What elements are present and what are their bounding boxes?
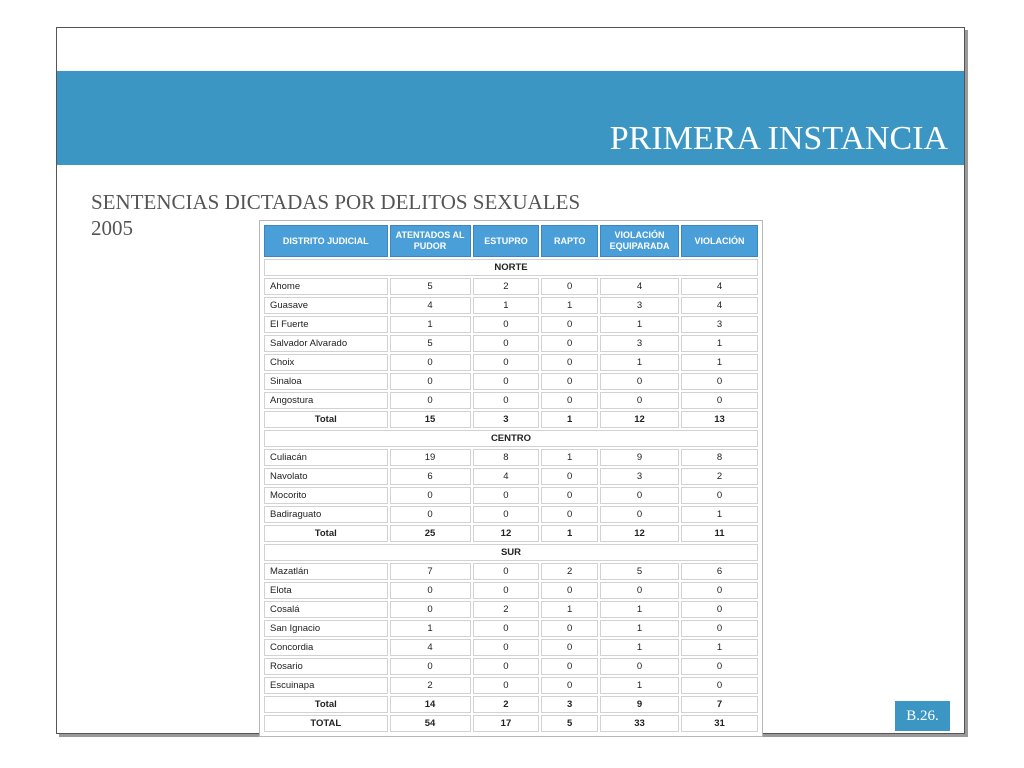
region-header-row — [264, 544, 758, 561]
region-name: NORTE — [264, 259, 758, 276]
cell-violacion-equiparada: 0 — [600, 582, 679, 599]
cell-rapto: 0 — [541, 487, 598, 504]
page-number-badge: B.26. — [895, 701, 950, 731]
grand-total-row — [264, 715, 758, 732]
cell-atentados: 15 — [390, 411, 471, 428]
header-rapto: RAPTO — [541, 225, 598, 257]
subtitle-line-1: SENTENCIAS DICTADAS POR DELITOS SEXUALES — [91, 190, 581, 214]
cell-atentados: 0 — [390, 392, 471, 409]
table-row — [264, 316, 758, 333]
cell-violacion-equiparada: 12 — [600, 525, 679, 542]
table-row — [264, 582, 758, 599]
cell-atentados: 0 — [390, 487, 471, 504]
page-title: PRIMERA INSTANCIA — [609, 120, 948, 157]
cell-distrito: Sinaloa — [264, 373, 388, 390]
cell-distrito: Mocorito — [264, 487, 388, 504]
sentences-table-container — [259, 220, 763, 737]
table-row — [264, 297, 758, 314]
cell-atentados: 14 — [390, 696, 471, 713]
cell-distrito: Salvador Alvarado — [264, 335, 388, 352]
cell-violacion-equiparada: 12 — [600, 411, 679, 428]
cell-atentados: 0 — [390, 506, 471, 523]
table-row — [264, 354, 758, 371]
cell-estupro: 2 — [473, 278, 540, 295]
cell-estupro: 0 — [473, 354, 540, 371]
cell-violacion: 0 — [681, 658, 758, 675]
cell-estupro: 0 — [473, 373, 540, 390]
cell-distrito: Concordia — [264, 639, 388, 656]
cell-violacion-equiparada: 9 — [600, 696, 679, 713]
cell-rapto: 0 — [541, 278, 598, 295]
cell-distrito: Ahome — [264, 278, 388, 295]
cell-violacion-equiparada: 3 — [600, 335, 679, 352]
cell-atentados: 0 — [390, 582, 471, 599]
table-row — [264, 468, 758, 485]
cell-violacion: 31 — [681, 715, 758, 732]
table-row — [264, 639, 758, 656]
cell-distrito: Elota — [264, 582, 388, 599]
cell-distrito: Rosario — [264, 658, 388, 675]
cell-violacion: 1 — [681, 506, 758, 523]
cell-violacion: 0 — [681, 392, 758, 409]
cell-distrito: Badiraguato — [264, 506, 388, 523]
header-violacion: VIOLACIÓN — [681, 225, 758, 257]
table-row — [264, 506, 758, 523]
cell-rapto: 0 — [541, 316, 598, 333]
cell-violacion-equiparada: 0 — [600, 373, 679, 390]
cell-estupro: 4 — [473, 468, 540, 485]
cell-violacion-equiparada: 0 — [600, 392, 679, 409]
cell-violacion-equiparada: 1 — [600, 316, 679, 333]
cell-violacion-equiparada: 1 — [600, 677, 679, 694]
cell-distrito: Guasave — [264, 297, 388, 314]
table-row — [264, 449, 758, 466]
cell-estupro: 3 — [473, 411, 540, 428]
header-atentados: ATENTADOS AL PUDOR — [390, 225, 471, 257]
table-row — [264, 373, 758, 390]
cell-violacion-equiparada: 9 — [600, 449, 679, 466]
cell-rapto: 0 — [541, 392, 598, 409]
cell-violacion: 8 — [681, 449, 758, 466]
cell-estupro: 0 — [473, 563, 540, 580]
cell-violacion-equiparada: 1 — [600, 601, 679, 618]
cell-violacion: 0 — [681, 373, 758, 390]
table-header-row — [264, 225, 758, 257]
cell-violacion-equiparada: 1 — [600, 639, 679, 656]
table-row — [264, 335, 758, 352]
cell-distrito: Escuinapa — [264, 677, 388, 694]
table-row — [264, 677, 758, 694]
cell-rapto: 2 — [541, 563, 598, 580]
region-name: CENTRO — [264, 430, 758, 447]
sentences-table — [262, 223, 760, 734]
table-row — [264, 278, 758, 295]
cell-atentados: 0 — [390, 601, 471, 618]
cell-atentados: 1 — [390, 620, 471, 637]
cell-rapto: 0 — [541, 506, 598, 523]
region-header-row — [264, 430, 758, 447]
cell-estupro: 0 — [473, 677, 540, 694]
table-row — [264, 487, 758, 504]
cell-rapto: 0 — [541, 639, 598, 656]
cell-violacion-equiparada: 4 — [600, 278, 679, 295]
cell-atentados: 4 — [390, 297, 471, 314]
cell-rapto: 0 — [541, 468, 598, 485]
cell-rapto: 5 — [541, 715, 598, 732]
cell-distrito: San Ignacio — [264, 620, 388, 637]
cell-violacion-equiparada: 0 — [600, 506, 679, 523]
cell-atentados: 5 — [390, 278, 471, 295]
cell-violacion: 3 — [681, 316, 758, 333]
table-row — [264, 392, 758, 409]
cell-violacion: 7 — [681, 696, 758, 713]
region-name: SUR — [264, 544, 758, 561]
cell-rapto: 0 — [541, 677, 598, 694]
cell-atentados: 54 — [390, 715, 471, 732]
cell-distrito: Cosalá — [264, 601, 388, 618]
cell-distrito: Total — [264, 696, 388, 713]
cell-estupro: 8 — [473, 449, 540, 466]
cell-atentados: 4 — [390, 639, 471, 656]
cell-estupro: 2 — [473, 696, 540, 713]
cell-violacion: 0 — [681, 620, 758, 637]
slide — [56, 27, 965, 734]
header-distrito: DISTRITO JUDICIAL — [264, 225, 388, 257]
cell-rapto: 1 — [541, 297, 598, 314]
cell-violacion-equiparada: 0 — [600, 487, 679, 504]
cell-atentados: 6 — [390, 468, 471, 485]
cell-distrito: Angostura — [264, 392, 388, 409]
cell-rapto: 0 — [541, 582, 598, 599]
cell-violacion: 0 — [681, 677, 758, 694]
cell-estupro: 0 — [473, 506, 540, 523]
header-violacion-equiparada: VIOLACIÓN EQUIPARADA — [600, 225, 679, 257]
cell-estupro: 0 — [473, 335, 540, 352]
cell-estupro: 17 — [473, 715, 540, 732]
cell-rapto: 0 — [541, 354, 598, 371]
cell-distrito: Total — [264, 525, 388, 542]
cell-rapto: 3 — [541, 696, 598, 713]
cell-rapto: 1 — [541, 449, 598, 466]
cell-violacion: 0 — [681, 601, 758, 618]
subtitle-line-2: 2005 — [91, 216, 133, 240]
cell-distrito: Culiacán — [264, 449, 388, 466]
cell-estupro: 0 — [473, 316, 540, 333]
cell-violacion-equiparada: 0 — [600, 658, 679, 675]
title-banner — [57, 71, 964, 165]
cell-estupro: 0 — [473, 658, 540, 675]
cell-estupro: 0 — [473, 639, 540, 656]
cell-rapto: 0 — [541, 620, 598, 637]
cell-rapto: 1 — [541, 525, 598, 542]
cell-estupro: 1 — [473, 297, 540, 314]
cell-atentados: 2 — [390, 677, 471, 694]
cell-estupro: 0 — [473, 487, 540, 504]
table-row — [264, 620, 758, 637]
cell-estupro: 12 — [473, 525, 540, 542]
cell-atentados: 0 — [390, 373, 471, 390]
region-total-row — [264, 525, 758, 542]
cell-violacion-equiparada: 1 — [600, 354, 679, 371]
region-header-row — [264, 259, 758, 276]
cell-distrito: Mazatlán — [264, 563, 388, 580]
cell-rapto: 0 — [541, 373, 598, 390]
cell-distrito: Total — [264, 411, 388, 428]
region-total-row — [264, 411, 758, 428]
cell-violacion: 1 — [681, 354, 758, 371]
cell-violacion-equiparada: 3 — [600, 297, 679, 314]
cell-rapto: 1 — [541, 411, 598, 428]
cell-atentados: 0 — [390, 354, 471, 371]
cell-atentados: 0 — [390, 658, 471, 675]
cell-estupro: 0 — [473, 582, 540, 599]
cell-distrito: Choix — [264, 354, 388, 371]
cell-violacion: 0 — [681, 487, 758, 504]
cell-violacion: 13 — [681, 411, 758, 428]
cell-violacion: 4 — [681, 278, 758, 295]
cell-atentados: 7 — [390, 563, 471, 580]
cell-distrito: El Fuerte — [264, 316, 388, 333]
cell-violacion: 4 — [681, 297, 758, 314]
cell-estupro: 0 — [473, 392, 540, 409]
cell-rapto: 0 — [541, 658, 598, 675]
cell-distrito: TOTAL — [264, 715, 388, 732]
cell-violacion: 11 — [681, 525, 758, 542]
cell-atentados: 1 — [390, 316, 471, 333]
cell-atentados: 25 — [390, 525, 471, 542]
cell-estupro: 0 — [473, 620, 540, 637]
cell-atentados: 19 — [390, 449, 471, 466]
table-row — [264, 658, 758, 675]
cell-rapto: 0 — [541, 335, 598, 352]
cell-violacion-equiparada: 5 — [600, 563, 679, 580]
cell-violacion-equiparada: 1 — [600, 620, 679, 637]
cell-violacion: 1 — [681, 335, 758, 352]
table-row — [264, 601, 758, 618]
cell-distrito: Navolato — [264, 468, 388, 485]
cell-estupro: 2 — [473, 601, 540, 618]
cell-violacion: 1 — [681, 639, 758, 656]
table-body — [264, 259, 758, 732]
cell-violacion: 0 — [681, 582, 758, 599]
cell-violacion-equiparada: 33 — [600, 715, 679, 732]
cell-violacion: 6 — [681, 563, 758, 580]
cell-atentados: 5 — [390, 335, 471, 352]
cell-rapto: 1 — [541, 601, 598, 618]
region-total-row — [264, 696, 758, 713]
table-row — [264, 563, 758, 580]
header-estupro: ESTUPRO — [473, 225, 540, 257]
cell-violacion: 2 — [681, 468, 758, 485]
cell-violacion-equiparada: 3 — [600, 468, 679, 485]
